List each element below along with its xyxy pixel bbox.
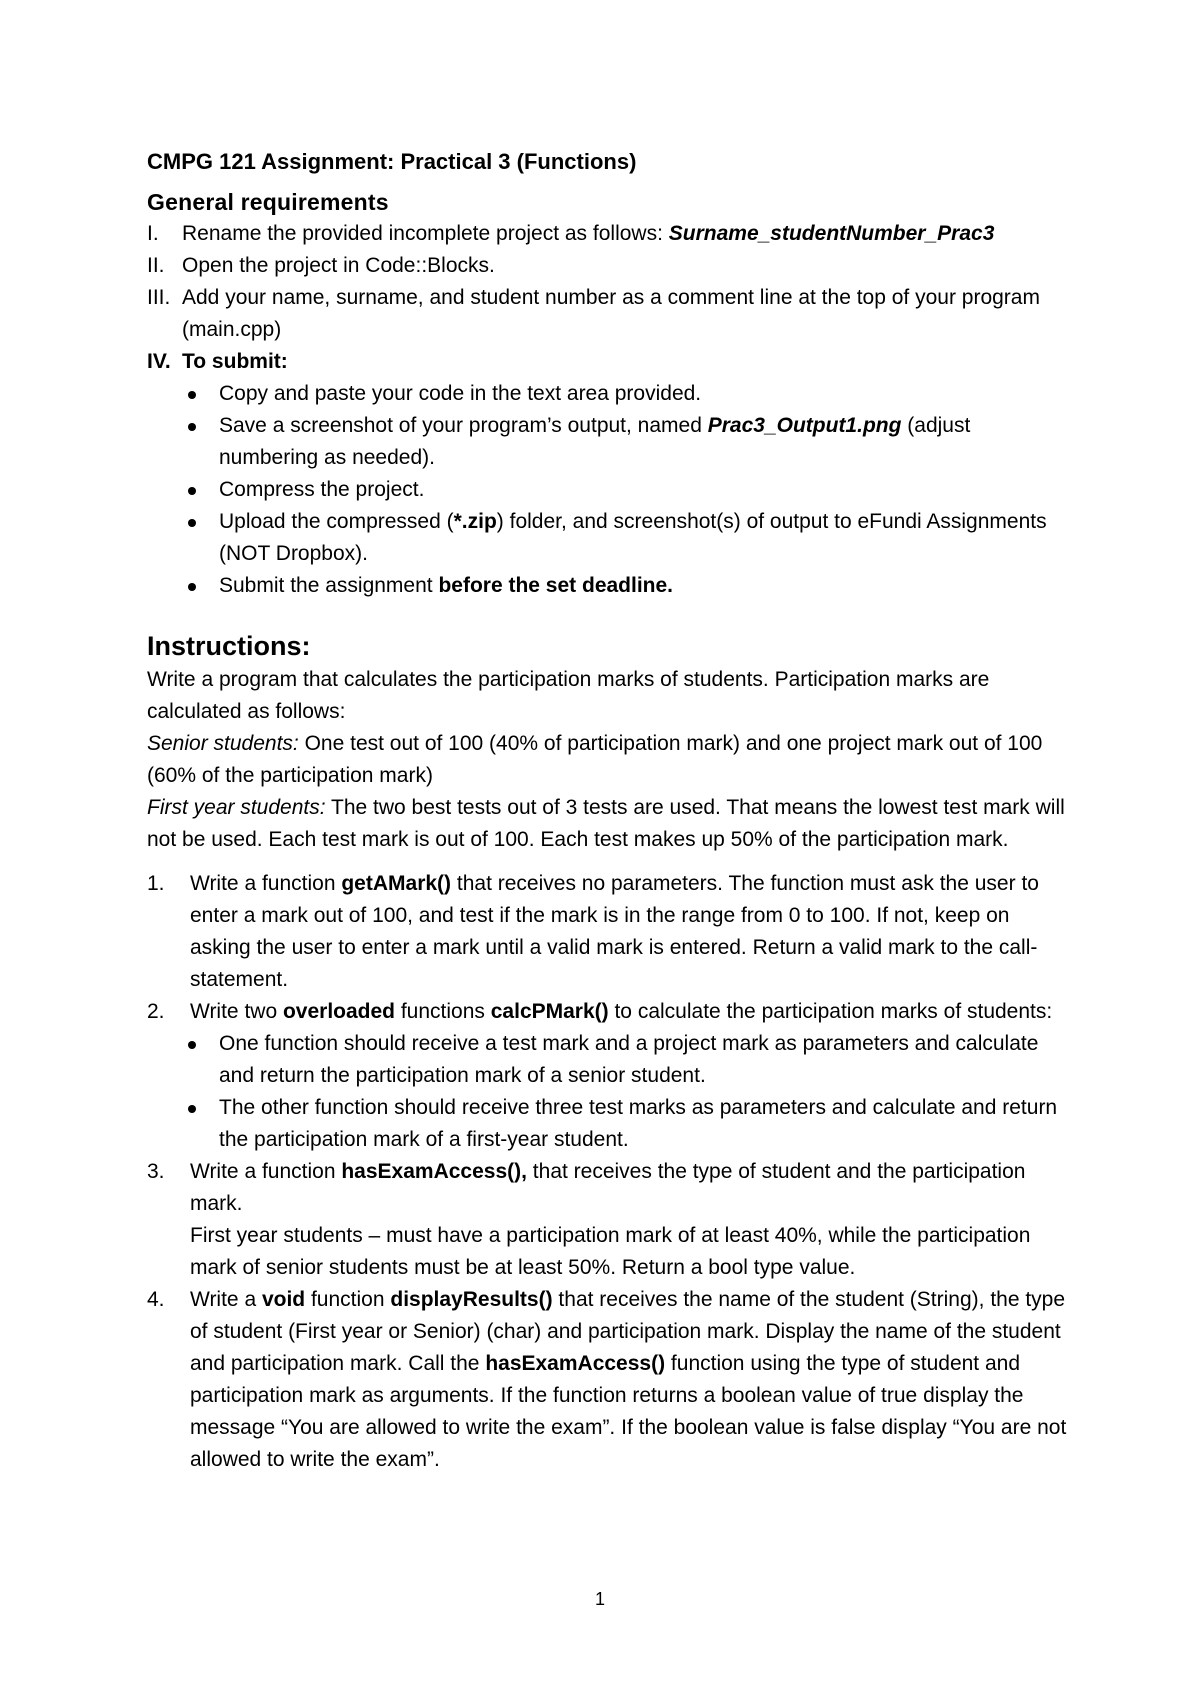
function-name: displayResults(): [390, 1288, 553, 1311]
keyword-void: void: [261, 1288, 306, 1311]
submit-step-text: ) folder, and screenshot(s) of output to eFundi Assignments (NOT Dropbox).: [219, 510, 1047, 565]
instructions-intro: Write a program that calculates the participation marks of students. Participation marks are calculated as follows:: [147, 668, 990, 723]
function-name: hasExamAccess(),: [341, 1160, 527, 1183]
first-year-students-label: First year students:: [147, 796, 326, 819]
list-item: [147, 1028, 1067, 1092]
to-submit-label: To submit:: [182, 350, 288, 373]
requirement-item: [147, 218, 1067, 250]
requirement-item: [147, 346, 1067, 378]
function-name: calcPMark(): [490, 1000, 609, 1023]
bullet-icon: [188, 1105, 196, 1113]
task-item-2: [147, 996, 1067, 1156]
submit-step-text: Save a screenshot of your program’s output, named: [219, 414, 708, 437]
list-item: [147, 570, 1067, 602]
keyword-overloaded: overloaded: [282, 1000, 396, 1023]
list-item: [147, 474, 1067, 506]
bullet-icon: [188, 391, 196, 399]
requirement-item: [147, 282, 1067, 346]
submit-step-text: (adjust numbering as needed).: [219, 414, 971, 469]
bullet-icon: [188, 1041, 196, 1049]
requirement-number: I.: [147, 222, 159, 245]
task-text: that receives the name of the student (String), the type of student (First year or Senior) (char) and participation mark. Display the name of the student and participation mark. Call the: [190, 1288, 1066, 1375]
task-text: functions: [395, 1000, 491, 1023]
task-number: 1.: [147, 872, 165, 895]
deadline-emphasis: before the set deadline.: [438, 574, 674, 597]
requirement-number: III.: [147, 286, 171, 309]
first-year-students-paragraph: [147, 792, 1067, 856]
document-title: CMPG 121 Assignment: Practical 3 (Functions): [147, 149, 637, 174]
bullet-icon: [188, 583, 196, 591]
senior-students-label: Senior students:: [147, 732, 299, 755]
bullet-icon: [188, 487, 196, 495]
task-number: 3.: [147, 1160, 165, 1183]
first-year-students-text: The two best tests out of 3 tests are used. That means the lowest test mark will not be used. Each test mark is out of 100. Each test makes up 50% of the participation mark.: [147, 796, 1065, 851]
task-text: Write a function: [190, 872, 342, 895]
requirement-text: Rename the provided incomplete project as follows:: [182, 222, 669, 245]
requirement-number: II.: [147, 254, 165, 277]
function-name: hasExamAccess(): [485, 1352, 666, 1375]
requirement-item: [147, 250, 1067, 282]
senior-students-paragraph: [147, 728, 1067, 792]
list-item: [147, 1092, 1067, 1156]
instructions-heading: Instructions:: [147, 631, 311, 661]
requirement-number: IV.: [147, 350, 171, 373]
task-number: 2.: [147, 1000, 165, 1023]
task-item-4: [147, 1284, 1067, 1476]
task-subtext: One function should receive a test mark and a project mark as parameters and calculate and return the participation mark of a senior student.: [219, 1032, 1039, 1087]
submit-step-text: Submit the assignment: [219, 574, 439, 597]
task-item-1: [147, 868, 1067, 996]
list-item: [147, 410, 1067, 474]
task-text: Write a function: [190, 1160, 342, 1183]
screenshot-filename: Prac3_Output1.png: [707, 414, 902, 437]
bullet-icon: [188, 519, 196, 527]
task-text: Write a: [190, 1288, 262, 1311]
submit-step-text: Compress the project.: [219, 478, 425, 501]
document-page: [147, 146, 1067, 1476]
list-item: [147, 378, 1067, 410]
task-subtext: First year students – must have a participation mark of at least 40%, while the participation mark of senior students must be at least 50%. Return a bool type value.: [190, 1224, 1031, 1279]
task-text: to calculate the participation marks of students:: [608, 1000, 1053, 1023]
task-item-3: [147, 1156, 1067, 1284]
submit-bullet-list: [147, 378, 1067, 602]
submit-step-text: Copy and paste your code in the text area provided.: [219, 382, 702, 405]
task-text: Write two: [190, 1000, 283, 1023]
page-number: 1: [594, 1589, 605, 1609]
submit-step-text: Upload the compressed (: [219, 510, 454, 533]
task-number: 4.: [147, 1288, 165, 1311]
function-name: getAMark(): [341, 872, 452, 895]
task-text: function: [305, 1288, 391, 1311]
requirement-text: Open the project in Code::Blocks.: [182, 254, 495, 277]
general-requirements-list: [147, 218, 1067, 378]
bullet-icon: [188, 423, 196, 431]
general-requirements-heading: General requirements: [147, 189, 389, 215]
list-item: [147, 506, 1067, 570]
task-text: function using the type of student and participation mark as arguments. If the function returns a boolean value of true display the message “You are allowed to write the exam”. If the boolean value is false display “You are not allowed to write the exam”.: [190, 1352, 1067, 1471]
task-text: that receives the type of student and the participation mark.: [190, 1160, 1026, 1215]
zip-extension: *.zip: [453, 510, 497, 533]
task-text: that receives no parameters. The function must ask the user to enter a mark out of 100, and test if the mark is in the range from 0 to 100. If not, keep on asking the user to enter a mark until a valid mark is entered. Return a valid mark to the call-statement.: [190, 872, 1039, 991]
requirement-text: Add your name, surname, and student number as a comment line at the top of your program (main.cpp): [182, 286, 1040, 341]
task-subtext: The other function should receive three test marks as parameters and calculate and return the participation mark of a first-year student.: [219, 1096, 1058, 1151]
senior-students-text: One test out of 100 (40% of participation mark) and one project mark out of 100 (60% of the participation mark): [147, 732, 1043, 787]
project-name-format: Surname_studentNumber_Prac3: [668, 222, 995, 245]
task-list: [147, 868, 1067, 1476]
